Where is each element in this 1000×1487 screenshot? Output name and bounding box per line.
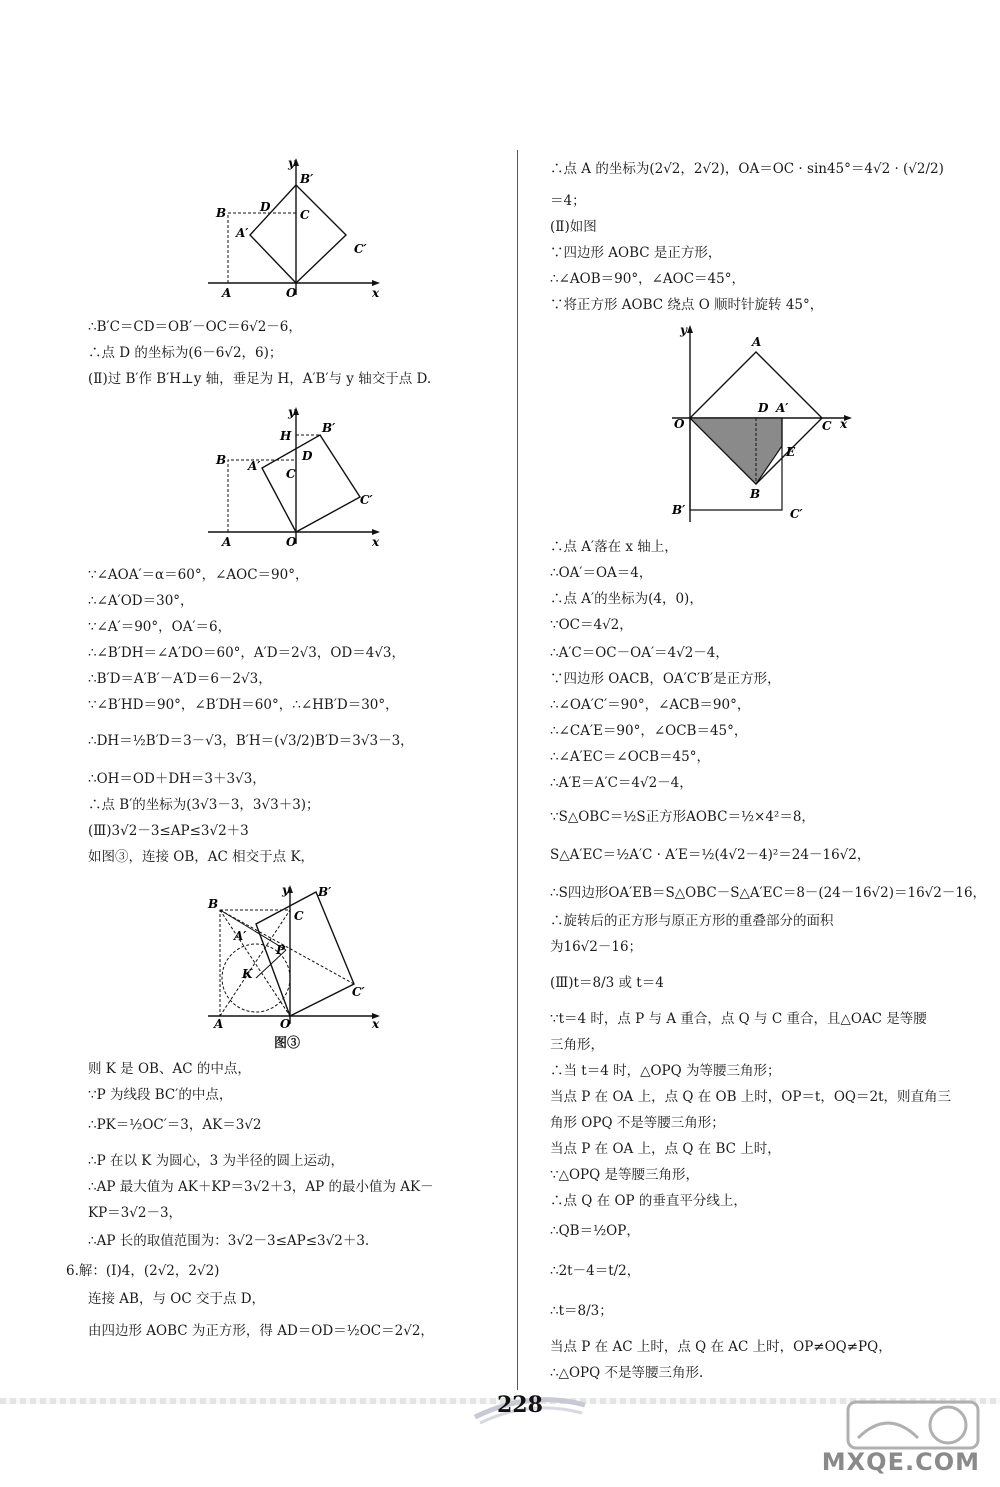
text-line: 则 K 是 OB、AC 的中点， [88, 1061, 251, 1077]
svg-text:A: A [752, 335, 762, 349]
svg-text:A: A [222, 535, 232, 549]
text-line: ∴点 A 的坐标为(2√2，2√2)，OA＝OC · sin45°＝4√2 · (√2/2) [550, 161, 944, 177]
figure-4 [668, 322, 858, 530]
text-line: ∴∠A′OD＝30°， [88, 593, 194, 609]
svg-text:C′: C′ [360, 493, 373, 507]
text-line: ∴旋转后的正方形与原正方形的重叠部分的面积 [550, 913, 834, 929]
text-line: (Ⅱ)过 B′作 B′H⊥y 轴，垂足为 H，A′B′与 y 轴交于点 D. [88, 371, 432, 387]
text-line: KP＝3√2－3， [88, 1205, 183, 1221]
text-line: ∴点 A′落在 x 轴上， [550, 539, 678, 555]
text-line: ∴AP 长的取值范围为：3√2－3≤AP≤3√2＋3. [88, 1233, 370, 1249]
text-line: ∴点 Q 在 OP 的垂直平分线上， [550, 1193, 747, 1209]
svg-text:B: B [750, 487, 761, 501]
svg-text:x: x [372, 1017, 380, 1030]
text-line: ∴∠OA′C′＝90°，∠ACB＝90°， [550, 697, 751, 713]
svg-text:O: O [674, 417, 685, 431]
text-line: 三角形， [550, 1037, 604, 1053]
svg-text:E: E [786, 445, 796, 459]
text-line: ∴PK＝½OC′＝3，AK＝3√2 [88, 1117, 262, 1133]
text-line: ∴当 t＝4 时，△OPQ 为等腰三角形； [550, 1063, 781, 1079]
svg-text:y: y [288, 405, 295, 419]
figure-3-caption: 图③ [274, 1036, 301, 1051]
svg-text:A′: A′ [248, 459, 261, 473]
figure-1 [204, 155, 384, 300]
svg-text:O: O [286, 535, 297, 549]
text-line: S△A′EC＝½A′C · A′E＝½(4√2－4)²＝24－16√2， [550, 847, 871, 863]
svg-text:C′: C′ [354, 242, 367, 256]
svg-text:A: A [214, 1017, 224, 1030]
text-line: ＝4； [550, 193, 586, 209]
watermark-text: MXQE.COM [821, 1448, 980, 1476]
text-line: (Ⅲ)3√2－3≤AP≤3√2＋3 [88, 823, 249, 839]
text-line: 当点 P 在 AC 上时，点 Q 在 AC 上时，OP≠OQ≠PQ， [550, 1339, 892, 1355]
text-line: ∴点 A′的坐标为(4，0)， [550, 591, 703, 607]
text-line: ∴△OPQ 不是等腰三角形. [550, 1365, 704, 1381]
text-line: ∴∠A′EC＝∠OCB＝45°， [550, 749, 710, 765]
svg-text:B′: B′ [300, 172, 314, 186]
text-line: ∵OC＝4√2， [550, 617, 633, 633]
text-line: 6.解：(Ⅰ)4，(2√2，2√2) [66, 1263, 220, 1279]
svg-text:A: A [222, 286, 232, 300]
svg-text:D: D [758, 401, 769, 415]
svg-text:A′: A′ [236, 226, 249, 240]
svg-text:x: x [840, 417, 848, 431]
svg-text:A′: A′ [234, 929, 247, 943]
svg-text:C′: C′ [790, 507, 803, 521]
text-line: 为16√2－16； [550, 939, 643, 955]
svg-text:B: B [216, 453, 227, 467]
text-line: 当点 P 在 OA 上，点 Q 在 OB 上时，OP＝t，OQ＝2t，则直角三 [550, 1089, 952, 1105]
text-line: ∴B′D＝A′B′－A′D＝6－2√3， [88, 671, 272, 687]
text-line: ∴DH＝½B′D＝3－√3，B′H＝(√3/2)B′D＝3√3－3， [88, 733, 414, 749]
figure-3 [204, 880, 384, 1030]
text-line: ∵∠A′＝90°，OA′＝6， [88, 619, 232, 635]
text-line: 当点 P 在 OA 上，点 Q 在 BC 上时， [550, 1141, 781, 1157]
text-line: ∴∠CA′E＝90°，∠OCB＝45°， [550, 723, 748, 739]
column-divider [517, 150, 518, 1390]
figure-2 [204, 402, 384, 550]
svg-text:K: K [242, 967, 253, 981]
text-line: 如图③，连接 OB，AC 相交于点 K， [88, 849, 315, 865]
text-line: (Ⅱ)如图 [550, 219, 597, 235]
text-line: ∴2t－4＝t/2， [550, 1263, 641, 1279]
text-line: ∴点 B′的坐标为(3√3－3，3√3＋3)； [88, 797, 320, 813]
svg-text:B′: B′ [672, 503, 686, 517]
text-line: ∴OH＝OD＋DH＝3＋3√3， [88, 771, 266, 787]
text-line: ∴A′E＝A′C＝4√2－4， [550, 775, 693, 791]
svg-text:B′: B′ [318, 885, 332, 899]
svg-text:H: H [280, 429, 292, 443]
svg-text:B: B [208, 897, 219, 911]
svg-text:A′: A′ [776, 401, 789, 415]
text-line: ∴A′C＝OC－OA′＝4√2－4， [550, 645, 729, 661]
svg-text:O: O [286, 286, 297, 300]
text-line: ∴B′C＝CD＝OB′－OC＝6√2－6， [88, 319, 302, 335]
svg-text:O: O [280, 1017, 291, 1030]
text-line: ∴S四边形OA′EB＝S△OBC－S△A′EC＝8－(24－16√2)＝16√2－16， [550, 885, 987, 901]
svg-text:D: D [302, 449, 313, 463]
text-line: ∴QB＝½OP， [550, 1223, 640, 1239]
text-line: ∵∠AOA′＝α＝60°，∠AOC＝90°， [88, 567, 309, 583]
svg-text:y: y [288, 156, 295, 170]
text-line: ∵将正方形 AOBC 绕点 O 顺时针旋转 45°， [550, 297, 824, 313]
text-line: ∵∠B′HD＝90°，∠B′DH＝60°，∴∠HB′D＝30°， [88, 697, 399, 713]
text-line: ∴AP 最大值为 AK＋KP＝3√2＋3，AP 的最小值为 AK－ [88, 1179, 434, 1195]
text-line: ∵S△OBC＝½S正方形AOBC＝½×4²＝8， [550, 809, 815, 825]
svg-text:C: C [822, 419, 832, 433]
text-line: ∵△OPQ 是等腰三角形， [550, 1167, 699, 1183]
svg-text:D: D [260, 200, 271, 214]
svg-text:x: x [372, 535, 380, 549]
text-line: 连接 AB，与 OC 交于点 D， [88, 1291, 266, 1307]
text-line: ∴OA′＝OA＝4， [550, 565, 653, 581]
text-line: ∵P 为线段 BC′的中点， [88, 1087, 233, 1103]
text-line: ∴点 D 的坐标为(6－6√2，6)； [88, 345, 283, 361]
text-line: ∵t＝4 时，点 P 与 A 重合，点 Q 与 C 重合，且△OAC 是等腰 [550, 1011, 927, 1027]
svg-text:C: C [294, 909, 304, 923]
svg-text:C: C [300, 208, 310, 222]
text-line: ∴∠B′DH＝∠A′DO＝60°，A′D＝2√3，OD＝4√3， [88, 645, 406, 661]
svg-text:y: y [680, 323, 687, 337]
text-line: (Ⅲ)t＝8/3 或 t＝4 [550, 975, 664, 991]
text-line: ∵四边形 AOBC 是正方形， [550, 245, 722, 261]
page-number: 228 [497, 1392, 543, 1418]
text-line: ∴∠AOB＝90°，∠AOC＝45°， [550, 271, 745, 287]
svg-text:B′: B′ [322, 421, 336, 435]
text-line: 由四边形 AOBC 为正方形，得 AD＝OD＝½OC＝2√2， [88, 1323, 434, 1339]
svg-text:C: C [286, 467, 296, 481]
svg-text:B: B [216, 206, 227, 220]
svg-text:y: y [282, 883, 289, 897]
svg-text:P: P [276, 943, 286, 957]
svg-text:C′: C′ [352, 985, 365, 999]
svg-text:x: x [372, 286, 380, 300]
text-line: ∴P 在以 K 为圆心，3 为半径的圆上运动， [88, 1153, 345, 1169]
text-line: ∵四边形 OACB，OA′C′B′是正方形， [550, 671, 781, 687]
text-line: 角形 OPQ 不是等腰三角形； [550, 1115, 725, 1131]
text-line: ∴t＝8/3； [550, 1303, 613, 1319]
